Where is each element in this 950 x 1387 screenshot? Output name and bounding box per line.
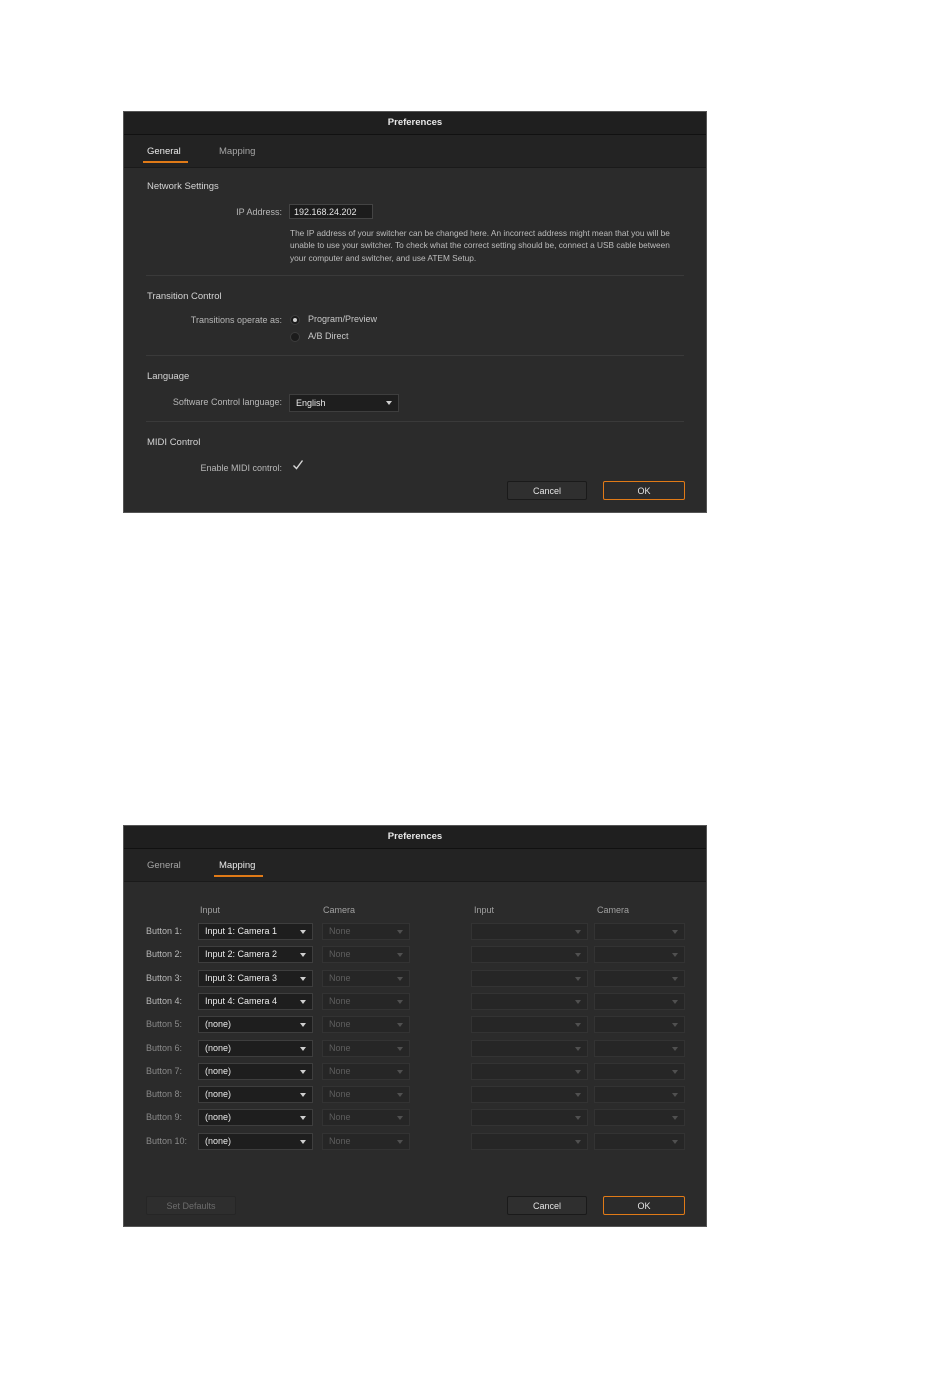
chevron-down-icon xyxy=(397,1140,403,1144)
section-midi-control: MIDI Control xyxy=(147,437,201,448)
button-label: Button 10: xyxy=(146,1136,188,1146)
active-tab-indicator xyxy=(214,875,263,877)
input-select[interactable] xyxy=(198,1109,313,1126)
chevron-down-icon xyxy=(300,1093,306,1097)
chevron-down-icon xyxy=(672,1000,678,1004)
camera-select-value: None xyxy=(329,996,351,1006)
camera-select[interactable] xyxy=(322,970,410,987)
ip-help-text: The IP address of your switcher can be changed here. An incorrect address might mean that you will be unable to use your switcher. To check what the correct setting should be, connect a USB cable between your computer and switcher, and use ATEM Setup. xyxy=(290,228,670,263)
chevron-down-icon xyxy=(300,977,306,981)
ip-address-input[interactable]: 192.168.24.202 xyxy=(289,204,373,219)
chevron-down-icon xyxy=(575,930,581,934)
chevron-down-icon xyxy=(575,1140,581,1144)
set-defaults-button[interactable]: Set Defaults xyxy=(146,1196,236,1215)
camera-select[interactable] xyxy=(322,1109,410,1126)
dialog-title: Preferences xyxy=(124,112,706,135)
input-select-right[interactable] xyxy=(471,1086,588,1103)
camera-select[interactable] xyxy=(322,923,410,940)
camera-select-value: None xyxy=(329,949,351,959)
camera-select-right[interactable] xyxy=(594,1109,685,1126)
input-select-right[interactable] xyxy=(471,923,588,940)
camera-select[interactable] xyxy=(322,1040,410,1057)
button-label: Button 2: xyxy=(146,949,183,959)
camera-select-right[interactable] xyxy=(594,1016,685,1033)
header-camera-right: Camera xyxy=(597,905,630,915)
camera-select-right[interactable] xyxy=(594,1063,685,1080)
section-network-settings: Network Settings xyxy=(147,181,219,192)
tab-mapping[interactable]: Mapping xyxy=(219,146,256,157)
camera-select-value: None xyxy=(329,1019,351,1029)
chevron-down-icon xyxy=(300,1000,306,1004)
chevron-down-icon xyxy=(575,1070,581,1074)
tab-general[interactable]: General xyxy=(147,860,181,871)
button-label: Button 6: xyxy=(146,1043,183,1053)
input-select-value: Input 4: Camera 4 xyxy=(205,996,278,1006)
header-input-right: Input xyxy=(474,905,495,915)
chevron-down-icon xyxy=(386,401,392,405)
chevron-down-icon xyxy=(672,1140,678,1144)
input-select-right[interactable] xyxy=(471,1040,588,1057)
section-transition-control: Transition Control xyxy=(147,291,222,302)
camera-select-value: None xyxy=(329,1089,351,1099)
camera-select-right[interactable] xyxy=(594,923,685,940)
button-label: Button 1: xyxy=(146,926,183,936)
chevron-down-icon xyxy=(397,1116,403,1120)
chevron-down-icon xyxy=(672,1070,678,1074)
camera-select-value: None xyxy=(329,973,351,983)
input-select[interactable] xyxy=(198,1086,313,1103)
input-select[interactable] xyxy=(198,946,313,963)
input-select-value: (none) xyxy=(205,1136,232,1146)
divider xyxy=(146,421,684,422)
dialog-title: Preferences xyxy=(124,826,706,849)
input-select-right[interactable] xyxy=(471,946,588,963)
chevron-down-icon xyxy=(575,977,581,981)
input-select-value: (none) xyxy=(205,1019,232,1029)
chevron-down-icon xyxy=(397,1023,403,1027)
input-select-value: (none) xyxy=(205,1089,232,1099)
enable-midi-label: Enable MIDI control: xyxy=(200,463,282,473)
camera-select-right[interactable] xyxy=(594,1133,685,1150)
option-ab-direct[interactable]: A/B Direct xyxy=(308,331,349,341)
language-select-value: English xyxy=(296,398,326,408)
chevron-down-icon xyxy=(575,1000,581,1004)
software-language-label: Software Control language: xyxy=(172,397,282,407)
preferences-dialog-general xyxy=(123,111,707,513)
button-label: Button 5: xyxy=(146,1019,183,1029)
chevron-down-icon xyxy=(672,953,678,957)
tab-mapping[interactable]: Mapping xyxy=(219,860,256,871)
chevron-down-icon xyxy=(672,977,678,981)
chevron-down-icon xyxy=(672,930,678,934)
camera-select-right[interactable] xyxy=(594,1040,685,1057)
tab-bar xyxy=(124,849,706,882)
input-select[interactable] xyxy=(198,993,313,1010)
button-label: Button 9: xyxy=(146,1112,183,1122)
radio-ab-direct[interactable] xyxy=(290,332,300,342)
chevron-down-icon xyxy=(672,1093,678,1097)
chevron-down-icon xyxy=(575,1023,581,1027)
divider xyxy=(146,275,684,276)
chevron-down-icon xyxy=(672,1047,678,1051)
button-label: Button 4: xyxy=(146,996,183,1006)
chevron-down-icon xyxy=(397,953,403,957)
camera-select-value: None xyxy=(329,1066,351,1076)
input-select[interactable] xyxy=(198,970,313,987)
chevron-down-icon xyxy=(397,1093,403,1097)
chevron-down-icon xyxy=(575,1116,581,1120)
chevron-down-icon xyxy=(575,1093,581,1097)
chevron-down-icon xyxy=(397,930,403,934)
cancel-button[interactable]: Cancel xyxy=(507,481,587,500)
ok-button[interactable]: OK xyxy=(603,481,685,500)
input-select-value: Input 3: Camera 3 xyxy=(205,973,278,983)
section-language: Language xyxy=(147,371,190,382)
input-select-right[interactable] xyxy=(471,1133,588,1150)
chevron-down-icon xyxy=(575,953,581,957)
chevron-down-icon xyxy=(575,1047,581,1051)
chevron-down-icon xyxy=(300,1023,306,1027)
input-select[interactable] xyxy=(198,1133,313,1150)
chevron-down-icon xyxy=(300,1116,306,1120)
camera-select-value: None xyxy=(329,1043,351,1053)
chevron-down-icon xyxy=(300,1070,306,1074)
input-select-value: (none) xyxy=(205,1112,232,1122)
camera-select-value: None xyxy=(329,926,351,936)
language-select[interactable] xyxy=(289,394,399,412)
chevron-down-icon xyxy=(397,977,403,981)
camera-select-right[interactable] xyxy=(594,993,685,1010)
midi-checkbox-check-icon[interactable] xyxy=(292,459,304,471)
radio-program-preview[interactable] xyxy=(290,315,300,325)
chevron-down-icon xyxy=(300,930,306,934)
input-select-value: Input 1: Camera 1 xyxy=(205,926,278,936)
input-select-right[interactable] xyxy=(471,1109,588,1126)
camera-select[interactable] xyxy=(322,946,410,963)
input-select-value: Input 2: Camera 2 xyxy=(205,949,278,959)
camera-select-right[interactable] xyxy=(594,970,685,987)
ok-button[interactable]: OK xyxy=(603,1196,685,1215)
header-camera-left: Camera xyxy=(323,905,356,915)
chevron-down-icon xyxy=(300,953,306,957)
input-select[interactable] xyxy=(198,923,313,940)
input-select-value: (none) xyxy=(205,1066,232,1076)
camera-select-right[interactable] xyxy=(594,1086,685,1103)
tab-general[interactable]: General xyxy=(147,146,181,157)
chevron-down-icon xyxy=(672,1116,678,1120)
button-label: Button 8: xyxy=(146,1089,183,1099)
chevron-down-icon xyxy=(672,1023,678,1027)
camera-select-value: None xyxy=(329,1136,351,1146)
chevron-down-icon xyxy=(300,1047,306,1051)
camera-select[interactable] xyxy=(322,1063,410,1080)
preferences-dialog-mapping xyxy=(123,825,707,1227)
input-select-right[interactable] xyxy=(471,993,588,1010)
input-select[interactable] xyxy=(198,1040,313,1057)
divider xyxy=(146,355,684,356)
button-label: Button 3: xyxy=(146,973,183,983)
input-select[interactable] xyxy=(198,1016,313,1033)
input-select-right[interactable] xyxy=(471,970,588,987)
transitions-operate-label: Transitions operate as: xyxy=(190,315,282,325)
cancel-button[interactable]: Cancel xyxy=(507,1196,587,1215)
chevron-down-icon xyxy=(300,1140,306,1144)
camera-select[interactable] xyxy=(322,1133,410,1150)
ip-address-label: IP Address: xyxy=(236,207,282,217)
chevron-down-icon xyxy=(397,1047,403,1051)
input-select-value: (none) xyxy=(205,1043,232,1053)
tab-bar xyxy=(124,135,706,168)
camera-select[interactable] xyxy=(322,993,410,1010)
chevron-down-icon xyxy=(397,1070,403,1074)
header-input-left: Input xyxy=(200,905,221,915)
active-tab-indicator xyxy=(143,161,188,163)
camera-select[interactable] xyxy=(322,1016,410,1033)
option-program-preview[interactable]: Program/Preview xyxy=(308,314,378,324)
input-select-right[interactable] xyxy=(471,1063,588,1080)
input-select[interactable] xyxy=(198,1063,313,1080)
button-label: Button 7: xyxy=(146,1066,183,1076)
camera-select-right[interactable] xyxy=(594,946,685,963)
camera-select-value: None xyxy=(329,1112,351,1122)
chevron-down-icon xyxy=(397,1000,403,1004)
input-select-right[interactable] xyxy=(471,1016,588,1033)
camera-select[interactable] xyxy=(322,1086,410,1103)
